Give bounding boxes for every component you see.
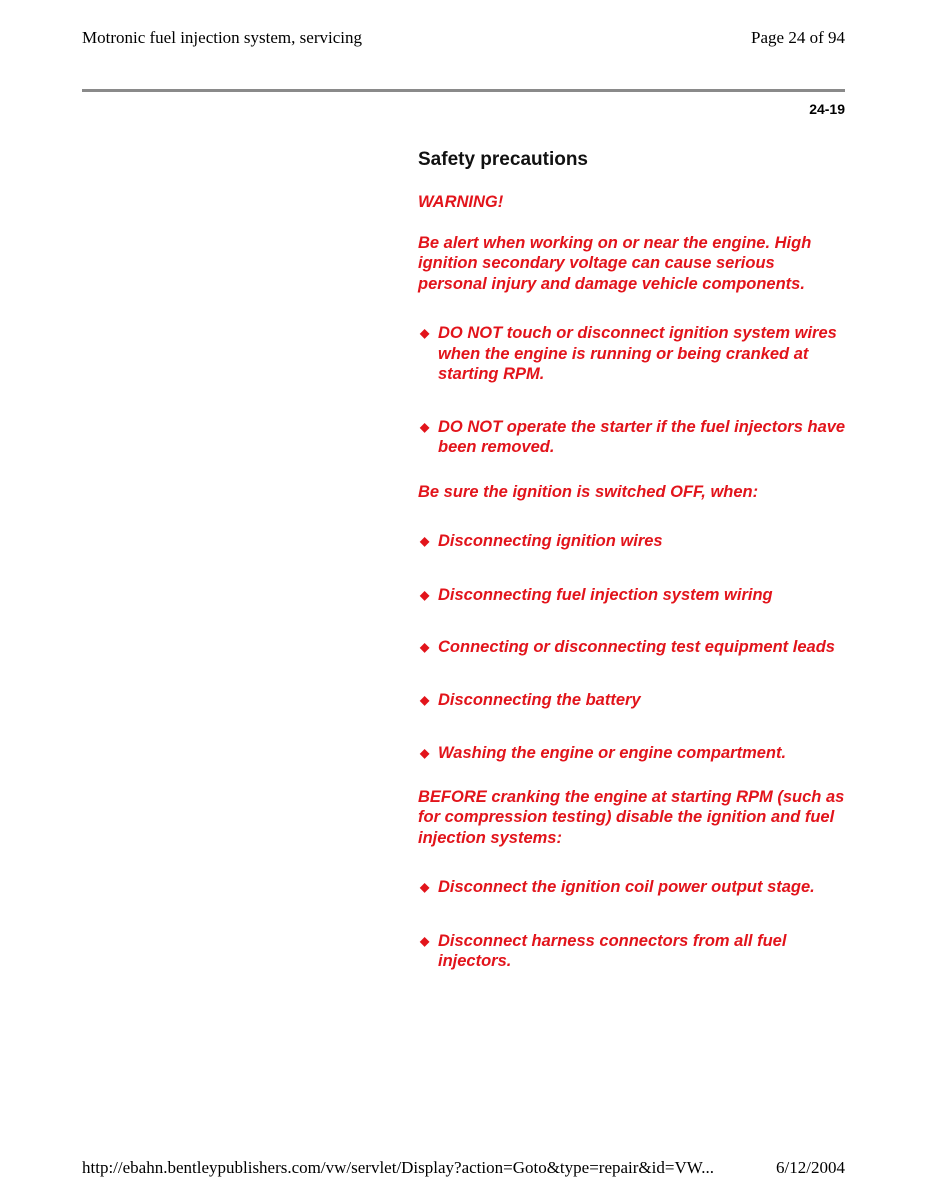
warning-text: Be alert when working on or near the engine. High ignition secondary voltage can cause serious personal injury and damage vehicle components. [418,233,812,293]
ignition-off-intro: Be sure the ignition is switched OFF, when: [418,482,759,501]
bullet-item [418,877,848,898]
bullet-diamond-icon: ◆ [420,419,430,434]
bullet-diamond-icon: ◆ [420,933,430,948]
footer-date: 6/12/2004 [776,1158,845,1177]
bullet-diamond-icon: ◆ [420,534,430,548]
bullet-text: DO NOT touch or disconnect ignition system wires when the engine is running or being cranked at starting RPM. [438,324,837,383]
page-code: 24-19 [809,101,845,117]
bullet-item [418,323,848,385]
bullet-text: Disconnecting the battery [438,690,641,709]
bullet-item [418,690,848,711]
header-divider [82,89,845,92]
content-column [418,148,848,972]
section-title: Safety precautions [418,149,588,170]
bullet-diamond-icon: ◆ [420,587,430,602]
header-title: Motronic fuel injection system, servicing [82,28,362,47]
bullet-text: Disconnect harness connectors from all fuel injectors. [438,931,787,970]
bullet-item [418,417,848,458]
footer-url: http://ebahn.bentleypublishers.com/vw/servlet/Display?action=Goto&type=repair&id=VW... [82,1158,714,1177]
bullet-text: Disconnecting ignition wires [438,532,663,550]
bullet-text: DO NOT operate the starter if the fuel injectors have been removed. [438,417,846,456]
bullet-text: Connecting or disconnecting test equipment leads [438,638,835,656]
bullet-item [418,743,848,764]
bullet-diamond-icon: ◆ [420,326,430,340]
bullet-item [418,931,848,972]
warning-label: WARNING! [418,193,504,211]
bullet-diamond-icon: ◆ [420,640,430,654]
cranking-intro: BEFORE cranking the engine at starting RPM (such as for compression testing) disable the ignition and fuel injection systems: [418,787,845,847]
bullet-text: Disconnect the ignition coil power output stage. [438,878,815,896]
bullet-item [418,637,848,658]
header-page-number: Page 24 of 94 [751,28,845,47]
bullet-item [418,585,848,606]
bullet-diamond-icon: ◆ [420,692,430,707]
bullet-text: Washing the engine or engine compartment. [438,744,787,762]
bullet-diamond-icon: ◆ [420,880,430,894]
bullet-item [418,531,848,552]
bullet-text: Disconnecting fuel injection system wiring [438,585,773,604]
bullet-diamond-icon: ◆ [420,746,430,760]
